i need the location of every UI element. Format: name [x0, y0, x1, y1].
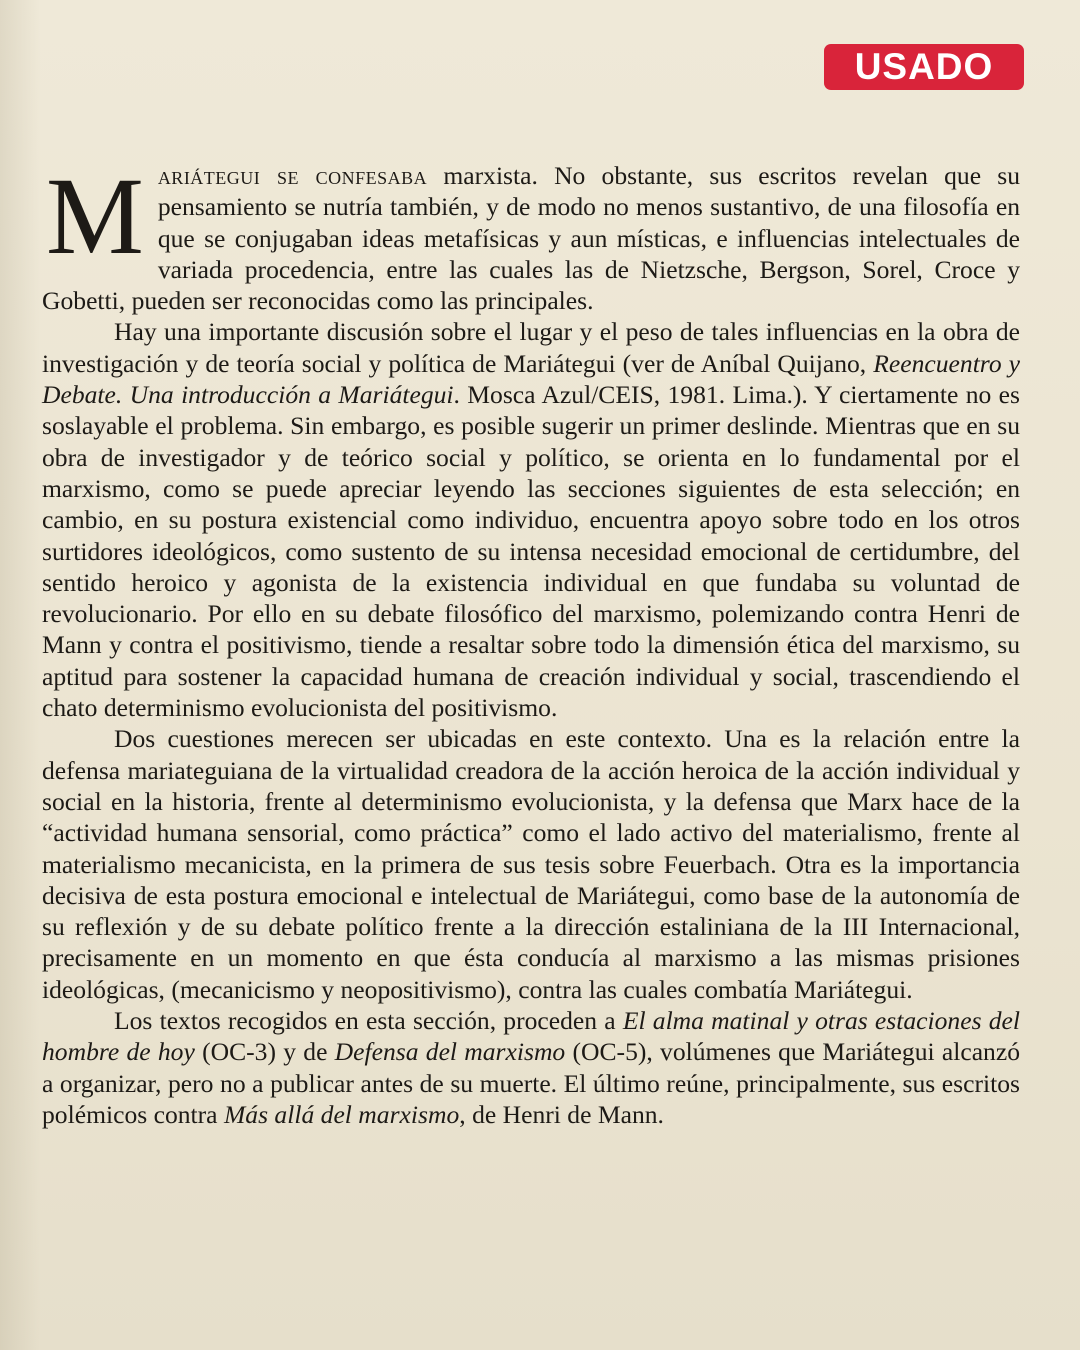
used-badge: USADO [824, 44, 1024, 90]
paragraph-4-text-g: , de Henri de Mann. [459, 1099, 664, 1129]
paragraph-2-text-a: Hay una importante discusión sobre el lugar y el peso de tales influencias en la obra de investigación y de teoría social y política de Mariátegui (ver de Aníbal Quijano, [42, 317, 1020, 378]
opening-small-caps: ariátegui se confesaba [157, 161, 428, 190]
paragraph-4 [42, 1005, 1020, 1130]
paragraph-3 [42, 723, 1020, 1005]
book-title-defensa: Defensa del marxismo [334, 1037, 566, 1067]
paragraph-1-text: marxista. No obstante, sus escritos revelan que su pensamiento se nutría también, y de modo no menos sustantivo, de una filosofía en que se conjugaban ideas metafísicas y aun místicas, e influencias intelectuales de variada procedencia, entre las cuales las de Nietzsche, Bergson, Sorel, Croce y Gobetti, pueden ser reconocidas como las principales. [42, 161, 1020, 316]
drop-cap: M [46, 155, 144, 277]
body-text [42, 155, 1021, 1130]
book-title-reencuentro: Reencuentro y Debate. Una introducción a Mariátegui [42, 348, 1021, 410]
paragraph-4-text-a: Los textos recogidos en esta sección, proceden a [114, 1006, 623, 1036]
paragraph-1 [42, 155, 1020, 316]
paragraph-3-text: Dos cuestiones merecen ser ubicadas en este contexto. Una es la relación entre la defensa mariateguiana de la virtualidad creadora de la acción heroica de la acción individual y social en la historia, frente al determinismo evolucionista, y la defensa que Marx hace de la “actividad humana sensorial, como práctica” como el lado activo del materialismo, frente al materialismo mecanicista, en la primera de sus tesis sobre Feuerbach. Otra es la importancia decisiva de esta postura emocional e intelectual de Mariátegui, como base de la autonomía de su reflexión y de su debate político frente a la dirección estaliniana de la III Internacional, precisamente en un momento en que ésta conducía al marxismo a las mismas prisiones ideológicas, (mecanicismo y neopositivismo), contra las cuales combatía Mariátegui. [42, 724, 1020, 1004]
paragraph-2 [42, 316, 1020, 723]
paragraph-4-text-e: (OC-5), volúmenes que Mariátegui alcanzó a organizar, pero no a publicar antes de su muerte. El último reúne, principalmente, sus escritos polémicos contra [42, 1037, 1021, 1129]
paragraph-4-text-c: (OC-3) y de [194, 1037, 335, 1067]
book-title-alma-matinal: El alma matinal y otras estaciones del hombre de hoy [42, 1006, 1020, 1067]
paragraph-2-text-c: . Mosca Azul/CEIS, 1981. Lima.). Y ciertamente no es soslayable el problema. Sin embargo, es posible sugerir un primer deslinde. Mientras que en su obra de investigador y de teórico social y político, se orienta en lo fundamental por el marxismo, como se puede apreciar leyendo las secciones siguientes de esta selección; en cambio, en su postura existencial como individuo, encuentra apoyo sobre todo en los otros surtidores ideológicos, como sustento de su intensa necesidad emocional de certidumbre, del sentido heroico y agonista de la existencia individual en que fundaba su voluntad de revolucionario. Por ello en su debate filosófico del marxismo, polemizando contra Henri de Mann y contra el positivismo, tiende a resaltar sobre todo la dimensión ética del marxismo, su aptitud para sostener la capacidad humana de creación individual y social, trascendiendo el chato determinismo evolucionista del positivismo. [42, 380, 1020, 723]
book-title-mas-alla: Más allá del marxismo [223, 1099, 460, 1129]
